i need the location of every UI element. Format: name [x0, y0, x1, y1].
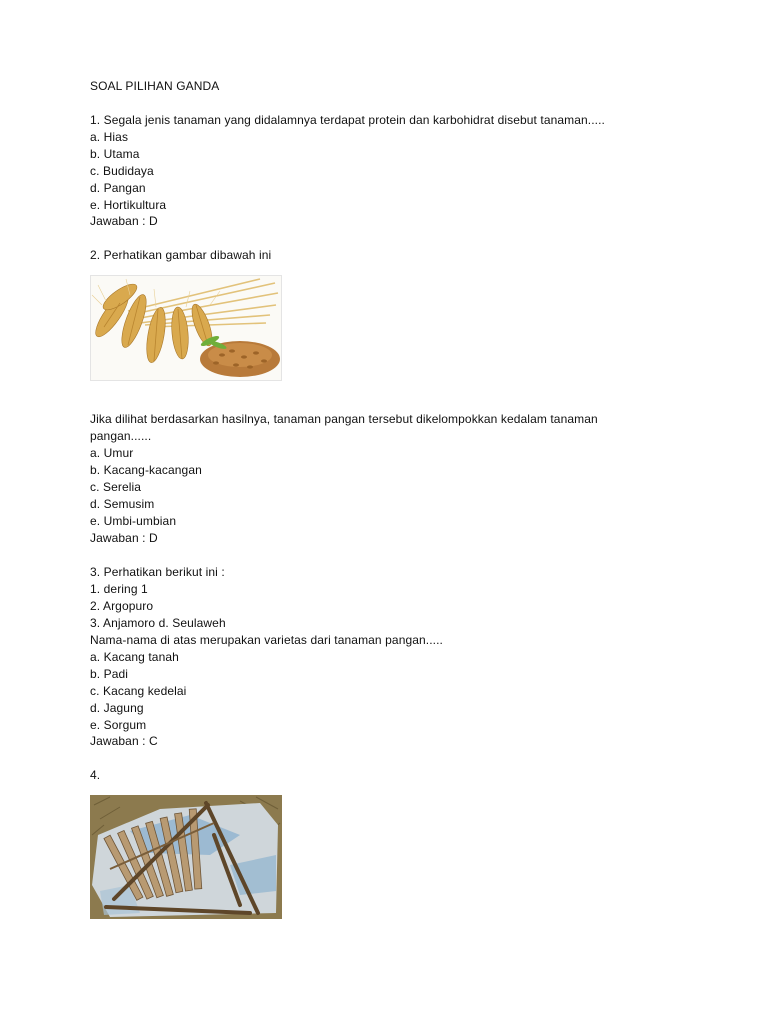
- question-2-body-line-1: Jika dilihat berdasarkan hasilnya, tanaman pangan tersebut dikelompokkan kedalam tanaman: [90, 412, 598, 426]
- question-1-answer: Jawaban : D: [90, 214, 158, 228]
- question-3-item-1: 1. dering 1: [90, 582, 148, 596]
- bamboo-tool-image: [90, 795, 282, 919]
- question-1-option-d: d. Pangan: [90, 181, 146, 195]
- question-1-option-b: b. Utama: [90, 147, 140, 161]
- question-3-option-d: d. Jagung: [90, 701, 144, 715]
- question-3-option-c: c. Kacang kedelai: [90, 684, 187, 698]
- question-2-text: 2. Perhatikan gambar dibawah ini: [90, 248, 272, 262]
- question-3-text: 3. Perhatikan berikut ini :: [90, 565, 225, 579]
- question-3-item-2: 2. Argopuro: [90, 599, 154, 613]
- question-2-body-line-2: pangan......: [90, 429, 152, 443]
- question-2-option-c: c. Serelia: [90, 480, 142, 494]
- question-2-option-e: e. Umbi-umbian: [90, 514, 177, 528]
- question-3-item-3: 3. Anjamoro d. Seulaweh: [90, 616, 226, 630]
- question-2-option-b: b. Kacang-kacangan: [90, 463, 202, 477]
- question-2-option-d: d. Semusim: [90, 497, 155, 511]
- question-1-text: 1. Segala jenis tanaman yang didalamnya terdapat protein dan karbohidrat disebut tanaman.....: [90, 113, 605, 127]
- question-2-answer: Jawaban : D: [90, 531, 158, 545]
- question-3-answer: Jawaban : C: [90, 734, 158, 748]
- question-3-prompt: Nama-nama di atas merupakan varietas dari tanaman pangan.....: [90, 633, 443, 647]
- question-2-option-a: a. Umur: [90, 446, 134, 460]
- wheat-image: [90, 275, 282, 381]
- question-4-text: 4.: [90, 768, 101, 782]
- question-3-option-a: a. Kacang tanah: [90, 650, 179, 664]
- question-1-option-c: c. Budidaya: [90, 164, 154, 178]
- document-heading: SOAL PILIHAN GANDA: [90, 79, 220, 93]
- question-3-option-e: e. Sorgum: [90, 718, 147, 732]
- question-3-option-b: b. Padi: [90, 667, 129, 681]
- question-1-option-e: e. Hortikultura: [90, 198, 167, 212]
- question-1-option-a: a. Hias: [90, 130, 129, 144]
